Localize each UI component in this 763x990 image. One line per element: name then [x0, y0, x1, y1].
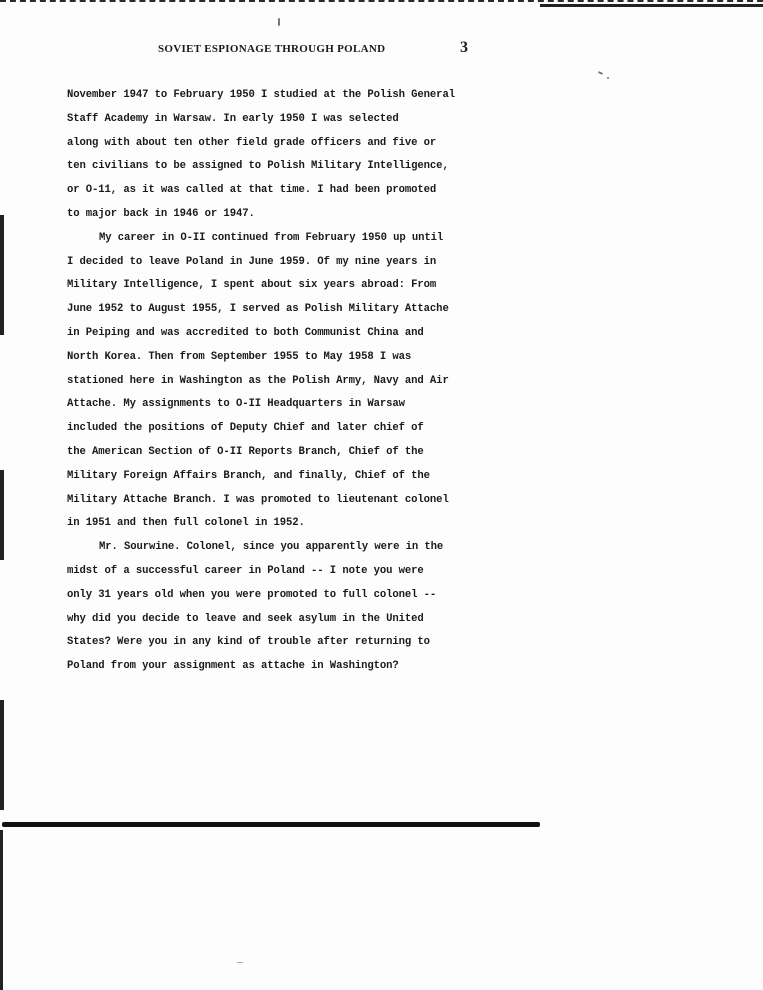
page-number: 3 — [460, 39, 468, 56]
running-title: SOVIET ESPIONAGE THROUGH POLAND — [158, 43, 386, 55]
scan-left-edge — [0, 215, 4, 335]
text-line: only 31 years old when you were promoted to full colonel -- — [67, 588, 437, 601]
text-line: Mr. Sourwine. Colonel, since you apparently were in the — [99, 541, 444, 554]
scan-left-edge — [0, 470, 4, 560]
text-line: included the positions of Deputy Chief and later chief of — [67, 422, 424, 435]
text-line: in Peiping and was accredited to both Communist China and — [67, 326, 424, 339]
scan-speck — [237, 962, 243, 963]
text-line: I decided to leave Poland in June 1959. Of my nine years in — [67, 255, 437, 268]
text-line: ten civilians to be assigned to Polish Military Intelligence, — [67, 160, 449, 173]
scan-speck — [598, 71, 603, 75]
text-line: Staff Academy in Warsaw. In early 1950 I was selected — [67, 112, 399, 125]
scan-bottom-rule — [2, 822, 540, 827]
text-line: My career in O-II continued from February 1950 up until — [99, 231, 444, 244]
scan-left-edge — [0, 700, 4, 810]
text-line: Attache. My assignments to O-II Headquarters in Warsaw — [67, 398, 405, 411]
text-line: North Korea. Then from September 1955 to May 1958 I was — [67, 350, 412, 363]
text-line: why did you decide to leave and seek asylum in the United — [67, 612, 424, 625]
text-line: stationed here in Washington as the Polish Army, Navy and Air — [67, 374, 449, 387]
text-line: States? Were you in any kind of trouble after returning to — [67, 636, 430, 649]
scan-speck — [278, 18, 280, 26]
text-line: to major back in 1946 or 1947. — [67, 207, 255, 220]
text-line: the American Section of O-II Reports Branch, Chief of the — [67, 445, 424, 458]
text-line: November 1947 to February 1950 I studied at the Polish General — [67, 89, 455, 101]
page-header — [158, 39, 468, 59]
text-line: along with about ten other field grade officers and five or — [67, 136, 437, 149]
scan-top-edge-bar — [540, 4, 763, 7]
scan-left-edge — [0, 830, 3, 990]
text-line: Military Intelligence, I spent about six years abroad: From — [67, 279, 437, 292]
text-line: Military Foreign Affairs Branch, and finally, Chief of the — [67, 469, 430, 482]
text-line: Poland from your assignment as attache in Washington? — [67, 660, 399, 673]
text-line: or O-11, as it was called at that time. I had been promoted — [67, 184, 437, 197]
text-line: midst of a successful career in Poland -- I note you were — [67, 564, 424, 577]
text-line: Military Attache Branch. I was promoted to lieutenant colonel — [67, 493, 449, 506]
text-line: June 1952 to August 1955, I served as Polish Military Attache — [67, 303, 449, 316]
text-line: in 1951 and then full colonel in 1952. — [67, 517, 305, 530]
scan-speck — [607, 77, 609, 79]
body-text — [67, 84, 487, 679]
